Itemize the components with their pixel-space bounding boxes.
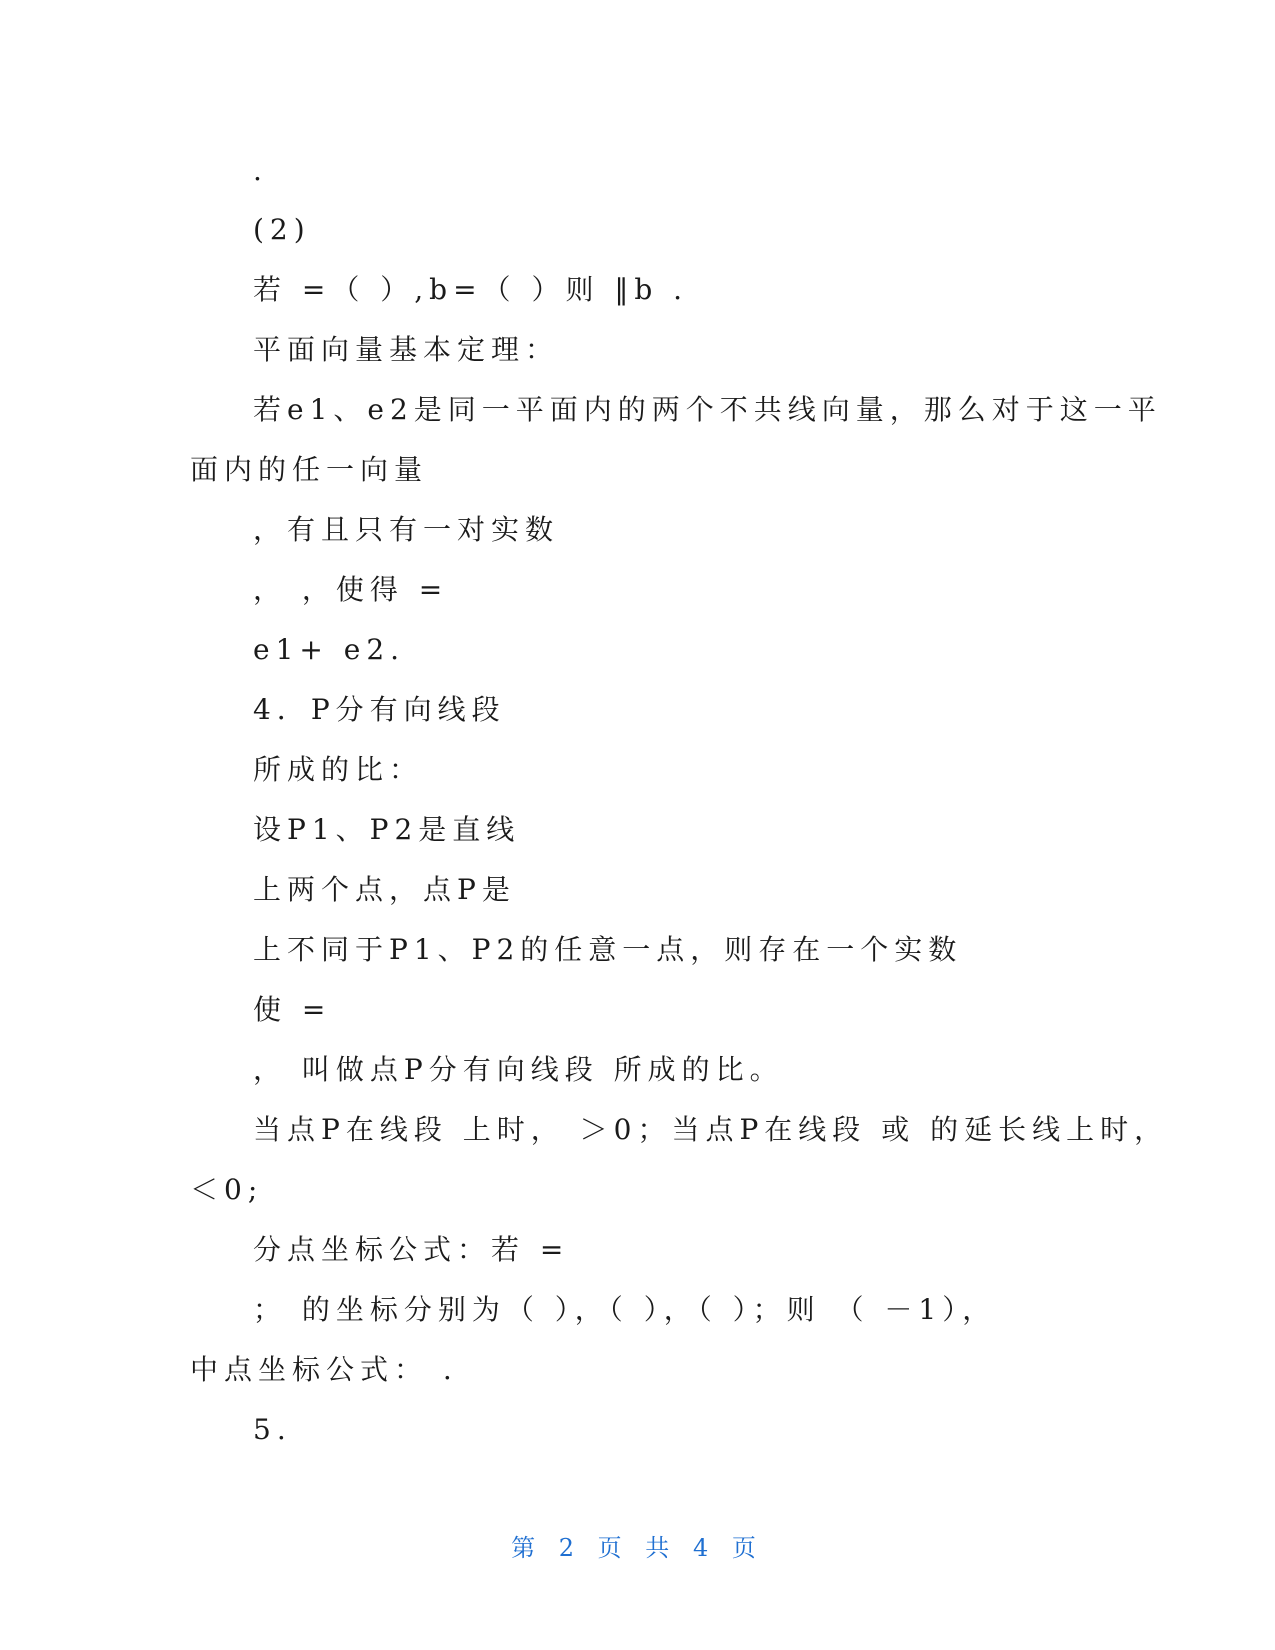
text-line: e1+ e2.: [253, 633, 406, 666]
text-line: 5.: [253, 1413, 292, 1446]
text-line: ，有且只有一对实数: [253, 513, 560, 546]
text-line: .: [253, 154, 268, 187]
text-line: 若 =（ ）,b=（ ）则 ‖b .: [253, 273, 689, 306]
text-line: 当点P在线段 上时， ＞0；当点P在线段 或 的延长线上时，: [253, 1113, 1169, 1146]
text-line: 分点坐标公式：若 =: [253, 1233, 570, 1266]
text-line: ， 叫做点P分有向线段 所成的比。: [253, 1053, 784, 1086]
text-line: 上两个点，点P是: [253, 873, 516, 906]
text-line: 所成的比：: [253, 753, 424, 786]
text-line: 4．P分有向线段: [253, 693, 506, 726]
text-line: (2): [253, 213, 311, 246]
text-line: 设P1、P2是直线: [253, 813, 521, 846]
text-line: ， ，使得 =: [253, 573, 449, 606]
text-line: 若e1、e2是同一平面内的两个不共线向量，那么对于这一平: [253, 393, 1162, 426]
text-line: 上不同于P1、P2的任意一点，则存在一个实数: [253, 933, 963, 966]
text-line: 面内的任一向量: [190, 453, 429, 486]
text-line: ＜0;: [190, 1173, 264, 1206]
text-line: 平面向量基本定理：: [253, 333, 560, 366]
text-line: 中点坐标公式： .: [190, 1353, 458, 1386]
text-line: ； 的坐标分别为（ ），（ ），（ ）；则 （ －1），: [253, 1293, 997, 1326]
text-line: 使 =: [253, 993, 332, 1026]
page-number-footer: 第 2 页 共 4 页: [511, 1534, 764, 1562]
